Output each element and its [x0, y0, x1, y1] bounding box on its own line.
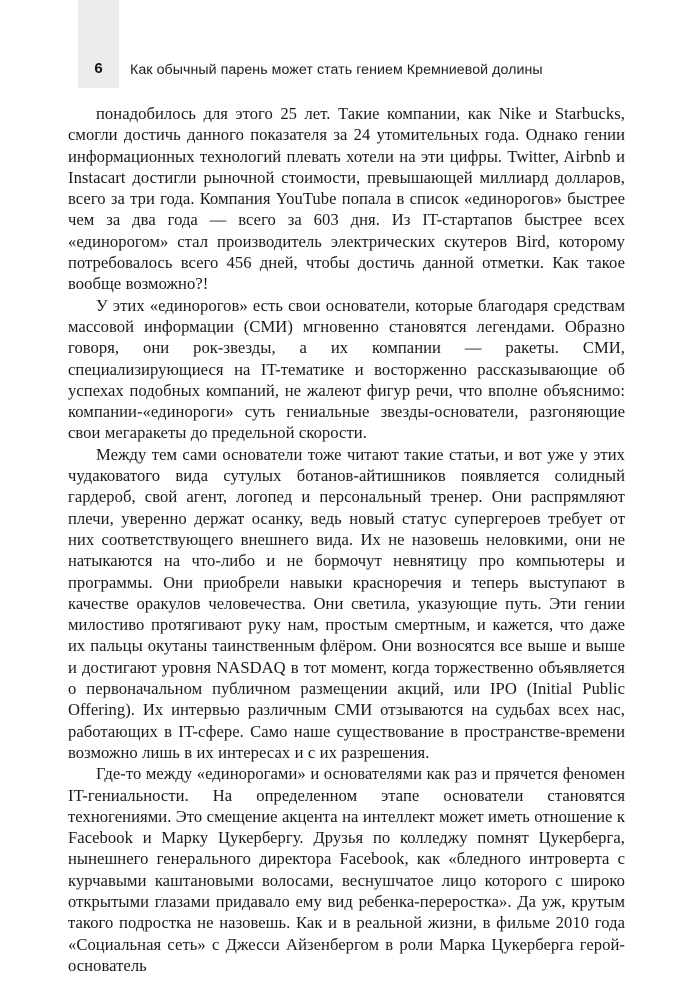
paragraph: Где-то между «единорогами» и основателями как раз и прячется феномен IT-гениальности. На определенном этапе основатели становятся техногениями. Это смещение акцента на интеллект может иметь отношение к Facebook и Марку Цукербергу. Друзья по колледжу помнят Цукерберга, нынешнего генерального директора Facebook, как «бледного интроверта с курчавыми каштановыми волосами, веснушчатое лицо которого с широко открытыми глазами придавало ему вид ребенка-переростка». Да уж, крутым такого подростка не назовешь. Как и в реальной жизни, в фильме 2010 года «Социальная сеть» с Джесси Айзенбергом в роли Марка Цукерберга герой-основатель [68, 764, 625, 975]
paragraph: Между тем сами основатели тоже читают такие статьи, и вот уже у этих чудаковатого вида сутулых ботанов-айтишников появляется солидный гардероб, свой агент, логопед и персональный тренер. Они распрямляют плечи, уверенно держат осанку, ведь новый статус супергероев требует от них соответствующего внешнего вида. Их не назовешь неловкими, они не натыкаются на что-либо и не бормочут невнятицу про компьютеры и программы. Они приобрели навыки красноречия и теперь выступают в качестве оракулов человечества. Они светила, указующие путь. Эти гении милостиво протягивают руку нам, простым смертным, и кажется, что даже их пальцы окутаны таинственным флёром. Они возносятся все выше и выше и достигают уровня NASDAQ в тот момент, когда торжественно объявляется о первоначальном публичном размещении акций, или IPO (Initial Public Offering). Их интервью различным СМИ отзываются на судьбах всех нас, работающих в IT-сфере. Само наше существование в пространстве-времени возможно лишь в их интересах и с их разрешения. [68, 444, 625, 762]
paragraph: У этих «единорогов» есть свои основатели, которые благодаря средствам массовой информации (СМИ) мгновенно становятся легендами. Образно говоря, они рок-звезды, а их компании — ракеты. СМИ, специализирующиеся на IT-тематике и восторженно рассказывающие об успехах подобных компаний, не жалеют фигур речи, что вполне объяснимо: компании-«единороги» суть гениальные звезды-основатели, разгоняющие свои мегаракеты до предельной скорости. [68, 295, 625, 443]
body-text-block [68, 103, 625, 976]
page-number: 6 [94, 60, 103, 77]
running-head-title: Как обычный парень может стать гением Кремниевой долины [130, 62, 543, 78]
paragraph: понадобилось для этого 25 лет. Такие компании, как Nike и Starbucks, смогли достичь данного показателя за 24 утомительных года. Однако гении информационных технологий плевать хотели на эти цифры. Twitter, Airbnb и Instacart достигли рыночной стоимости, превышающей миллиард долларов, всего за три года. Компания YouTube попала в список «единорогов» быстрее чем за два года — всего за 603 дня. Из IT-стартапов быстрее всех «единорогом» стал производитель электрических скутеров Bird, которому потребовалось всего 456 дней, чтобы достичь данной отметки. Как такое вообще возможно?! [68, 104, 625, 294]
running-head [0, 0, 692, 90]
